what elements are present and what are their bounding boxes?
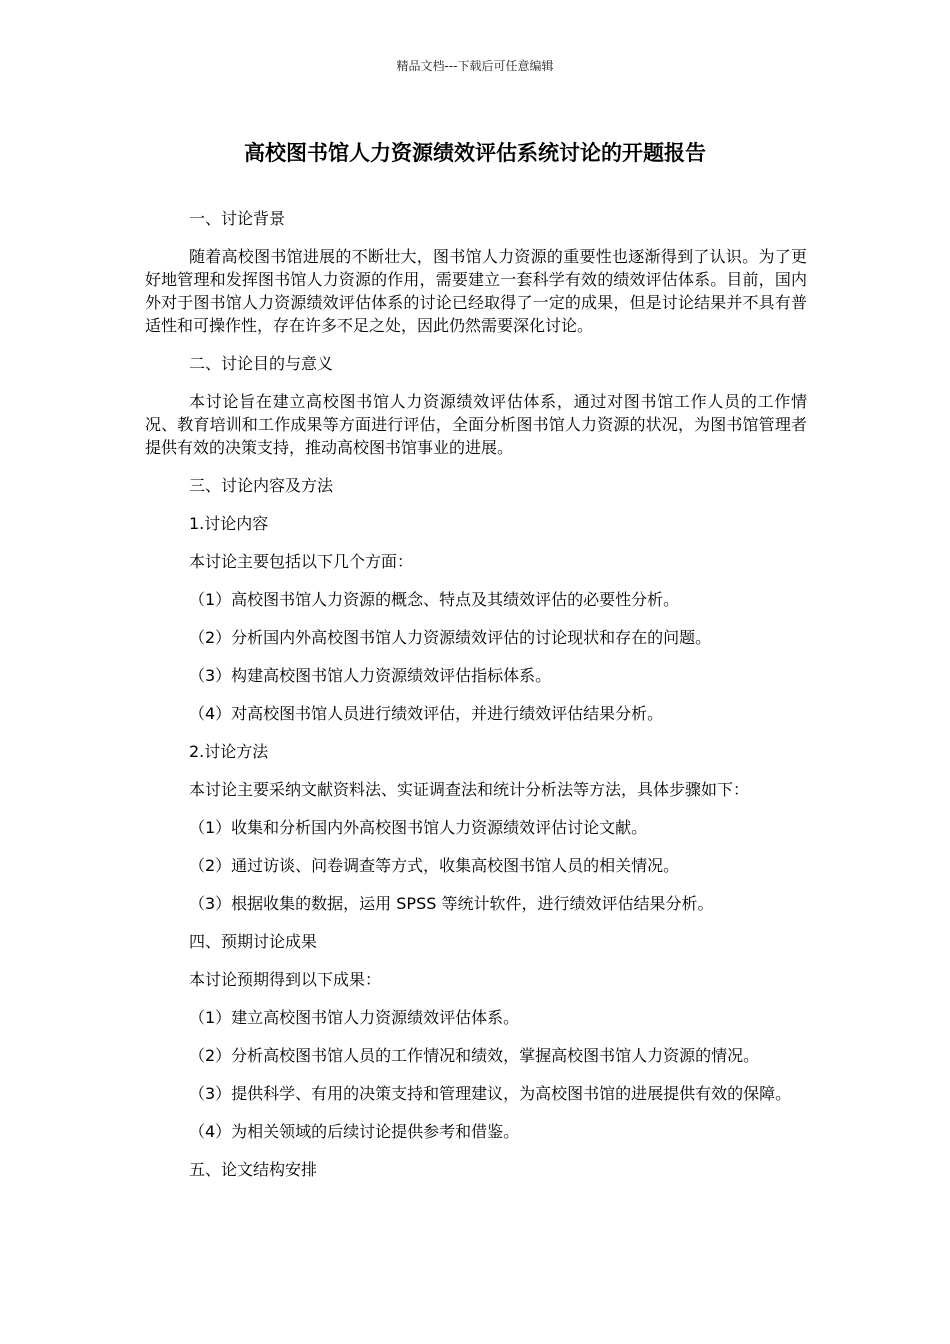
paragraph-content-intro: 本讨论主要包括以下几个方面：	[189, 552, 414, 571]
paragraph-purpose: 本讨论旨在建立高校图书馆人力资源绩效评估体系，通过对图书馆工作人员的工作情况、教育培训和工作成果等方面进行评估，全面分析图书馆人力资源的状况，为图书馆管理者提供有效的决策支持，推动高校图书馆事业的进展。	[145, 392, 807, 457]
section-heading-background: 一、讨论背景	[189, 209, 286, 228]
document-title: 高校图书馆人力资源绩效评估系统讨论的开题报告	[244, 141, 706, 165]
list-item-method-2: （2）通过访谈、问卷调查等方式，收集高校图书馆人员的相关情况。	[189, 856, 680, 875]
paragraph-method-intro: 本讨论主要采纳文献资料法、实证调查法和统计分析法等方法，具体步骤如下：	[189, 780, 750, 799]
list-item-content-1: （1）高校图书馆人力资源的概念、特点及其绩效评估的必要性分析。	[189, 590, 680, 609]
page-header-watermark: 精品文档---下载后可任意编辑	[396, 59, 554, 73]
paragraph-results-intro: 本讨论预期得到以下成果：	[189, 970, 382, 989]
section-heading-expected-results: 四、预期讨论成果	[189, 932, 318, 951]
list-item-result-4: （4）为相关领域的后续讨论提供参考和借鉴。	[189, 1122, 520, 1141]
subheading-method: 2.讨论方法	[189, 742, 269, 761]
list-item-method-1: （1）收集和分析国内外高校图书馆人力资源绩效评估讨论文献。	[189, 818, 648, 837]
section-heading-structure: 五、论文结构安排	[189, 1160, 318, 1179]
list-item-content-3: （3）构建高校图书馆人力资源绩效评估指标体系。	[189, 666, 552, 685]
list-item-method-3: （3）根据收集的数据，运用 SPSS 等统计软件，进行绩效评估结果分析。	[189, 894, 714, 913]
paragraph-background: 随着高校图书馆进展的不断壮大，图书馆人力资源的重要性也逐渐得到了认识。为了更好地管理和发挥图书馆人力资源的作用，需要建立一套科学有效的绩效评估体系。目前，国内外对于图书馆人力资源绩效评估体系的讨论已经取得了一定的成果，但是讨论结果并不具有普适性和可操作性，存在许多不足之处，因此仍然需要深化讨论。	[145, 247, 807, 335]
section-heading-content-method: 三、讨论内容及方法	[189, 476, 334, 495]
list-item-result-1: （1）建立高校图书馆人力资源绩效评估体系。	[189, 1008, 520, 1027]
section-heading-purpose: 二、讨论目的与意义	[189, 354, 334, 373]
list-item-result-2: （2）分析高校图书馆人员的工作情况和绩效，掌握高校图书馆人力资源的情况。	[189, 1046, 760, 1065]
document-body	[145, 207, 807, 1196]
subheading-content: 1.讨论内容	[189, 514, 269, 533]
list-item-content-4: （4）对高校图书馆人员进行绩效评估，并进行绩效评估结果分析。	[189, 704, 664, 723]
list-item-result-3: （3）提供科学、有用的决策支持和管理建议，为高校图书馆的进展提供有效的保障。	[189, 1084, 792, 1103]
list-item-content-2: （2）分析国内外高校图书馆人力资源绩效评估的讨论现状和存在的问题。	[189, 628, 712, 647]
